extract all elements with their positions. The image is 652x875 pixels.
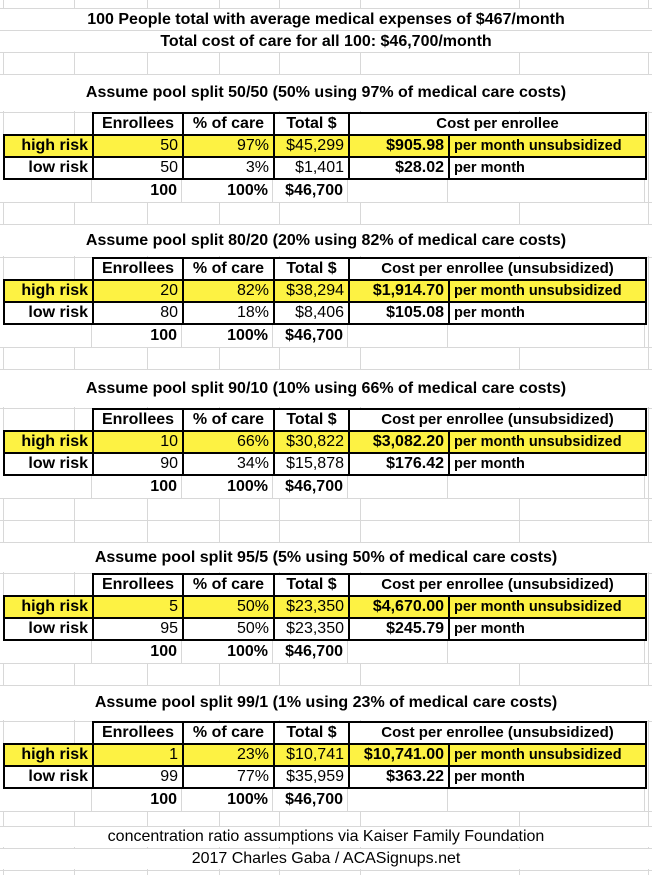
totals-total: $46,700 bbox=[273, 476, 348, 498]
totals-enrollees: 100 bbox=[92, 325, 182, 347]
high-risk-row bbox=[4, 596, 646, 618]
scenario-4-table bbox=[3, 573, 647, 641]
row-label: high risk bbox=[4, 744, 93, 766]
totals-enrollees: 100 bbox=[92, 641, 182, 663]
col-header-pct-care: % of care bbox=[183, 574, 274, 596]
totals-enrollees: 100 bbox=[92, 180, 182, 202]
col-header-cost-per-enrollee: Cost per enrollee (unsubsidized) bbox=[349, 574, 646, 596]
totals-enrollees: 100 bbox=[92, 476, 182, 498]
enrollees-value: 1 bbox=[93, 744, 183, 766]
high-risk-row bbox=[4, 744, 646, 766]
total-value: $45,299 bbox=[274, 135, 349, 157]
low-risk-row bbox=[4, 618, 646, 640]
total-value: $38,294 bbox=[274, 280, 349, 302]
gridline-v bbox=[648, 0, 649, 875]
gridline-h bbox=[0, 811, 652, 812]
scenario-5-title: Assume pool split 99/1 (1% using 23% of medical care costs) bbox=[0, 686, 652, 720]
total-value: $1,401 bbox=[274, 157, 349, 179]
cost-value: $1,914.70 bbox=[349, 280, 449, 302]
period-label: per month unsubsidized bbox=[449, 744, 646, 766]
low-risk-row bbox=[4, 302, 646, 324]
sheet-title-line1: 100 People total with average medical expenses of $467/month bbox=[0, 9, 652, 30]
sheet-title-line2: Total cost of care for all 100: $46,700/month bbox=[0, 31, 652, 52]
totals-pct-care: 100% bbox=[182, 789, 273, 811]
col-header-enrollees: Enrollees bbox=[93, 258, 183, 280]
row-label: low risk bbox=[4, 618, 93, 640]
row-label: low risk bbox=[4, 157, 93, 179]
footer-credit-line: 2017 Charles Gaba / ACASignups.net bbox=[0, 849, 652, 869]
totals-enrollees: 100 bbox=[92, 789, 182, 811]
totals-total: $46,700 bbox=[273, 789, 348, 811]
totals-empty bbox=[3, 180, 92, 202]
gridline-h bbox=[0, 202, 652, 203]
totals-empty bbox=[348, 789, 448, 811]
enrollees-value: 80 bbox=[93, 302, 183, 324]
enrollees-value: 50 bbox=[93, 135, 183, 157]
totals-pct-care: 100% bbox=[182, 325, 273, 347]
cost-value: $363.22 bbox=[349, 766, 449, 788]
totals-empty bbox=[448, 789, 645, 811]
total-value: $30,822 bbox=[274, 431, 349, 453]
cost-value: $28.02 bbox=[349, 157, 449, 179]
scenario-1-title: Assume pool split 50/50 (50% using 97% of medical care costs) bbox=[0, 75, 652, 111]
high-risk-row bbox=[4, 431, 646, 453]
enrollees-value: 20 bbox=[93, 280, 183, 302]
pct-care-value: 82% bbox=[183, 280, 274, 302]
gridline-h bbox=[0, 52, 652, 53]
cost-value: $176.42 bbox=[349, 453, 449, 475]
totals-total: $46,700 bbox=[273, 325, 348, 347]
scenario-5-totals-row bbox=[3, 789, 645, 811]
row-label: high risk bbox=[4, 431, 93, 453]
corner-empty-cell bbox=[4, 258, 93, 280]
scenario-4-totals-row bbox=[3, 641, 645, 663]
cost-value: $245.79 bbox=[349, 618, 449, 640]
col-header-pct-care: % of care bbox=[183, 258, 274, 280]
pct-care-value: 18% bbox=[183, 302, 274, 324]
period-label: per month unsubsidized bbox=[449, 280, 646, 302]
col-header-pct-care: % of care bbox=[183, 722, 274, 744]
totals-empty bbox=[448, 325, 645, 347]
scenario-3-table bbox=[3, 408, 647, 476]
scenario-1-table bbox=[3, 112, 647, 180]
col-header-cost-per-enrollee: Cost per enrollee (unsubsidized) bbox=[349, 409, 646, 431]
col-header-enrollees: Enrollees bbox=[93, 722, 183, 744]
scenario-4-title: Assume pool split 95/5 (5% using 50% of medical care costs) bbox=[0, 543, 652, 572]
totals-empty bbox=[3, 641, 92, 663]
total-value: $8,406 bbox=[274, 302, 349, 324]
col-header-total: Total $ bbox=[274, 113, 349, 135]
totals-empty bbox=[448, 476, 645, 498]
gridline-h bbox=[0, 870, 652, 871]
scenario-2-title: Assume pool split 80/20 (20% using 82% of medical care costs) bbox=[0, 225, 652, 256]
period-label: per month unsubsidized bbox=[449, 596, 646, 618]
totals-pct-care: 100% bbox=[182, 641, 273, 663]
period-label: per month bbox=[449, 302, 646, 324]
enrollees-value: 90 bbox=[93, 453, 183, 475]
row-label: high risk bbox=[4, 596, 93, 618]
col-header-enrollees: Enrollees bbox=[93, 574, 183, 596]
col-header-total: Total $ bbox=[274, 722, 349, 744]
period-label: per month bbox=[449, 157, 646, 179]
cost-value: $105.08 bbox=[349, 302, 449, 324]
total-value: $23,350 bbox=[274, 618, 349, 640]
cost-value: $905.98 bbox=[349, 135, 449, 157]
low-risk-row bbox=[4, 766, 646, 788]
corner-empty-cell bbox=[4, 722, 93, 744]
corner-empty-cell bbox=[4, 574, 93, 596]
cost-value: $10,741.00 bbox=[349, 744, 449, 766]
period-label: per month bbox=[449, 766, 646, 788]
pct-care-value: 23% bbox=[183, 744, 274, 766]
enrollees-value: 50 bbox=[93, 157, 183, 179]
col-header-total: Total $ bbox=[274, 574, 349, 596]
corner-empty-cell bbox=[4, 113, 93, 135]
period-label: per month unsubsidized bbox=[449, 431, 646, 453]
totals-empty bbox=[348, 180, 448, 202]
scenario-3-totals-row bbox=[3, 476, 645, 498]
col-header-cost-per-enrollee: Cost per enrollee (unsubsidized) bbox=[349, 258, 646, 280]
pct-care-value: 77% bbox=[183, 766, 274, 788]
total-value: $15,878 bbox=[274, 453, 349, 475]
header-row bbox=[4, 409, 646, 431]
col-header-enrollees: Enrollees bbox=[93, 409, 183, 431]
totals-total: $46,700 bbox=[273, 641, 348, 663]
cost-value: $4,670.00 bbox=[349, 596, 449, 618]
header-row bbox=[4, 113, 646, 135]
scenario-5-table bbox=[3, 721, 647, 789]
total-value: $10,741 bbox=[274, 744, 349, 766]
pct-care-value: 3% bbox=[183, 157, 274, 179]
total-value: $23,350 bbox=[274, 596, 349, 618]
total-value: $35,959 bbox=[274, 766, 349, 788]
pct-care-value: 66% bbox=[183, 431, 274, 453]
col-header-pct-care: % of care bbox=[183, 409, 274, 431]
totals-empty bbox=[348, 641, 448, 663]
totals-empty bbox=[3, 325, 92, 347]
enrollees-value: 99 bbox=[93, 766, 183, 788]
enrollees-value: 10 bbox=[93, 431, 183, 453]
period-label: per month unsubsidized bbox=[449, 135, 646, 157]
gridline-h bbox=[0, 347, 652, 348]
header-row bbox=[4, 258, 646, 280]
totals-total: $46,700 bbox=[273, 180, 348, 202]
totals-empty bbox=[3, 476, 92, 498]
totals-pct-care: 100% bbox=[182, 180, 273, 202]
totals-empty bbox=[3, 789, 92, 811]
period-label: per month bbox=[449, 618, 646, 640]
row-label: low risk bbox=[4, 453, 93, 475]
low-risk-row bbox=[4, 453, 646, 475]
scenario-2-totals-row bbox=[3, 325, 645, 347]
enrollees-value: 95 bbox=[93, 618, 183, 640]
pct-care-value: 34% bbox=[183, 453, 274, 475]
high-risk-row bbox=[4, 280, 646, 302]
high-risk-row bbox=[4, 135, 646, 157]
col-header-cost-per-enrollee: Cost per enrollee bbox=[349, 113, 646, 135]
pct-care-value: 50% bbox=[183, 596, 274, 618]
row-label: high risk bbox=[4, 280, 93, 302]
row-label: high risk bbox=[4, 135, 93, 157]
col-header-pct-care: % of care bbox=[183, 113, 274, 135]
totals-empty bbox=[448, 641, 645, 663]
col-header-enrollees: Enrollees bbox=[93, 113, 183, 135]
totals-empty bbox=[348, 476, 448, 498]
row-label: low risk bbox=[4, 302, 93, 324]
header-row bbox=[4, 722, 646, 744]
gridline-h bbox=[0, 520, 652, 521]
scenario-1-totals-row bbox=[3, 180, 645, 202]
pct-care-value: 97% bbox=[183, 135, 274, 157]
totals-empty bbox=[348, 325, 448, 347]
footer-source-line: concentration ratio assumptions via Kaiser Family Foundation bbox=[0, 827, 652, 847]
enrollees-value: 5 bbox=[93, 596, 183, 618]
col-header-total: Total $ bbox=[274, 258, 349, 280]
cost-value: $3,082.20 bbox=[349, 431, 449, 453]
header-row bbox=[4, 574, 646, 596]
gridline-h bbox=[0, 663, 652, 664]
scenario-3-title: Assume pool split 90/10 (10% using 66% of medical care costs) bbox=[0, 370, 652, 407]
col-header-cost-per-enrollee: Cost per enrollee (unsubsidized) bbox=[349, 722, 646, 744]
scenario-2-table bbox=[3, 257, 647, 325]
totals-empty bbox=[448, 180, 645, 202]
gridline-h bbox=[0, 498, 652, 499]
corner-empty-cell bbox=[4, 409, 93, 431]
row-label: low risk bbox=[4, 766, 93, 788]
period-label: per month bbox=[449, 453, 646, 475]
col-header-total: Total $ bbox=[274, 409, 349, 431]
low-risk-row bbox=[4, 157, 646, 179]
pct-care-value: 50% bbox=[183, 618, 274, 640]
totals-pct-care: 100% bbox=[182, 476, 273, 498]
